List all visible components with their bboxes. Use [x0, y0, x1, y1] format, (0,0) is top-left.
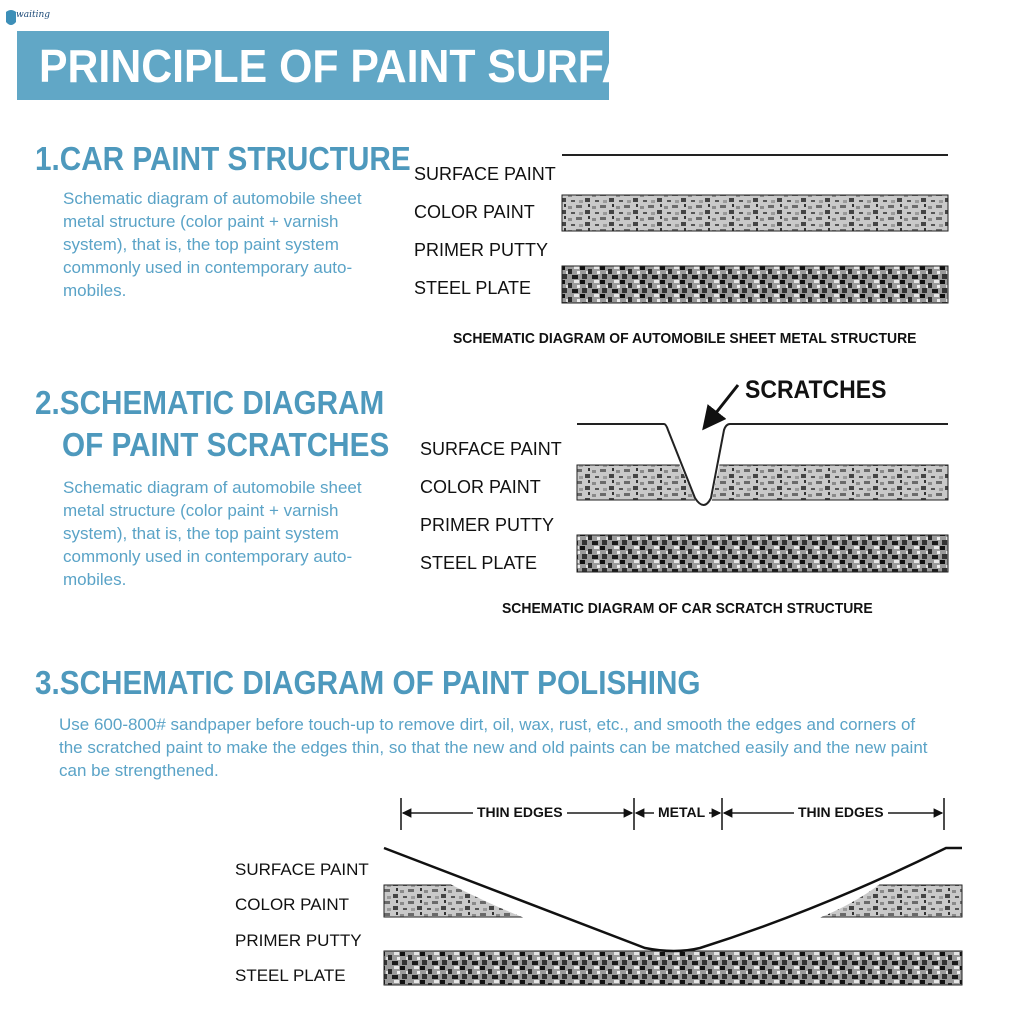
s1-label-surface-paint: SURFACE PAINT	[414, 164, 556, 184]
s2-caption: SCHEMATIC DIAGRAM OF CAR SCRATCH STRUCTURE	[502, 600, 873, 617]
s2-label-color-paint: COLOR PAINT	[420, 477, 541, 497]
section3-description: Use 600-800# sandpaper before touch-up to remove dirt, oil, wax, rust, etc., and smooth the edges and corners of the scratched paint to make the edges thin, so that the new and old paints can be matched easily and the new paint can be strengthened.	[59, 715, 928, 780]
s1-label-steel-plate: STEEL PLATE	[414, 278, 532, 298]
section2-description: Schematic diagram of automobile sheet metal structure (color paint + varnish system), that is, the top paint system commonly used in contemporary auto-mobiles.	[63, 478, 362, 589]
s3-label-steel-plate: STEEL PLATE	[235, 966, 346, 985]
dim-label-thin-edges-right: THIN EDGES	[794, 804, 888, 820]
section3-heading: 3.SCHEMATIC DIAGRAM OF PAINT POLISHING	[35, 664, 701, 701]
section1-description: Schematic diagram of automobile sheet metal structure (color paint + varnish system), that is, the top paint system commonly used in contemporary auto-mobiles.	[63, 189, 362, 300]
s2-label-primer-putty: PRIMER PUTTY	[420, 515, 555, 535]
s3-label-color-paint: COLOR PAINT	[235, 895, 349, 914]
s3-diagram	[384, 798, 962, 985]
s2-label-steel-plate: STEEL PLATE	[420, 553, 538, 573]
s3-label-surface-paint: SURFACE PAINT	[235, 860, 369, 879]
s1-caption: SCHEMATIC DIAGRAM OF AUTOMOBILE SHEET METAL STRUCTURE	[453, 330, 917, 347]
s2-label-surface-paint: SURFACE PAINT	[420, 439, 562, 459]
s1-label-primer-putty: PRIMER PUTTY	[414, 240, 549, 260]
scratches-label: SCRATCHES	[745, 376, 887, 404]
s1-label-color-paint: COLOR PAINT	[414, 202, 535, 222]
logo-text: waiting	[16, 10, 51, 20]
dim-label-thin-edges-left: THIN EDGES	[473, 804, 567, 820]
page-title: PRINCIPLE OF PAINT SURFACE	[39, 40, 692, 92]
section2-heading-line2: OF PAINT SCRATCHES	[62, 426, 390, 463]
dim-label-metal: METAL	[654, 804, 709, 820]
s3-label-primer-putty: PRIMER PUTTY	[235, 931, 362, 950]
s2-diagram	[577, 385, 948, 572]
section2-heading-line1: 2.SCHEMATIC DIAGRAM	[35, 384, 385, 421]
section1-heading: 1.CAR PAINT STRUCTURE	[35, 140, 411, 177]
s1-diagram	[562, 155, 948, 303]
scratch-arrow-icon	[704, 385, 738, 428]
